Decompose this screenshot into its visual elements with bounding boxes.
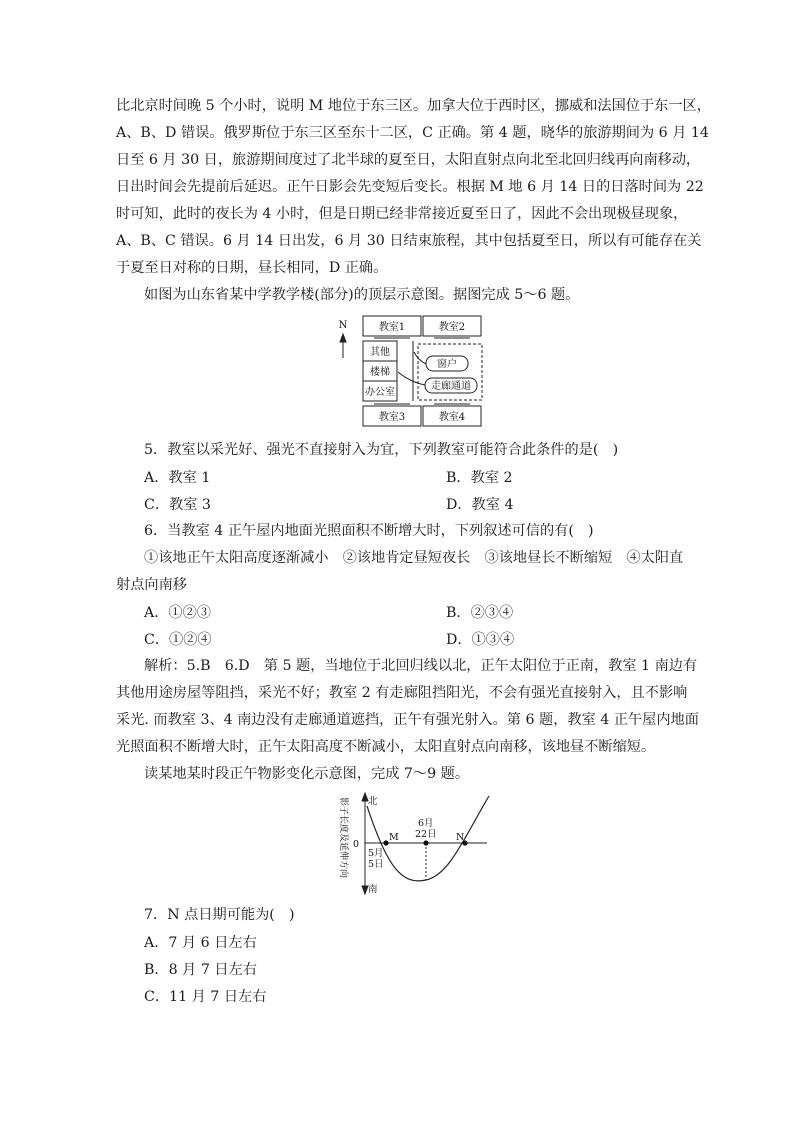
text-line: 比北京时间晚 5 个小时，说明 M 地位于东三区。加拿大位于西时区，挪威和法国位于东一区， — [116, 98, 711, 114]
text-line: 时可知，此时的夜长为 4 小时，但是日期已经非常接近夏至日了，因此不会出现极昼现象， — [116, 206, 688, 222]
room-label: 办公室 — [365, 387, 395, 398]
shadow-chart-figure — [333, 790, 491, 896]
room-label: 教室2 — [438, 322, 466, 333]
q7-stem: 7．N 点日期可能为( ) — [144, 907, 295, 923]
analysis-line: 采光. 而教室 3、4 南边没有走廊通道遮挡，正午有强光射入。第 6 题，教室 4 正午屋内地面 — [116, 712, 699, 728]
analysis-line: 解析：5.B 6.D 第 5 题，当地位于北回归线以北，正午太阳位于正南，教室 1 南边有 — [144, 658, 698, 674]
point-mid — [423, 840, 428, 845]
zero-label: 0 — [353, 839, 360, 850]
y-axis-label: 影子长度及延伸方向 — [338, 797, 348, 879]
q6-option-c: C．①②④ — [144, 632, 212, 648]
point-m-label: M — [389, 832, 399, 843]
q7-option-c: C．11 月 7 日左右 — [144, 989, 267, 1005]
window-label: 窗户 — [437, 359, 457, 370]
q5-option-d: D．教室 4 — [446, 497, 514, 513]
q6-statements: ①该地正午太阳高度逐渐减小 ②该地肯定昼短夜长 ③该地昼长不断缩短 ④太阳直 — [144, 550, 684, 566]
point-n-label: N — [456, 832, 465, 843]
q7-option-a: A．7 月 6 日左右 — [144, 935, 257, 951]
start-month-label: 5月 — [368, 848, 384, 859]
room-label: 教室4 — [438, 412, 466, 423]
room-label: 其他 — [370, 347, 390, 358]
y-top-label: 北 — [368, 796, 378, 807]
corridor-label: 走廊通道 — [431, 381, 471, 392]
text-line: 于夏至日对称的日期，昼长相同，D 正确。 — [116, 260, 388, 276]
floorplan-figure — [334, 312, 486, 430]
q6-stem: 6．当教室 4 正午屋内地面光照面积不断增大时，下列叙述可信的有( ) — [144, 523, 594, 539]
text-line: A、B、D 错误。俄罗斯位于东三区至东十二区，C 正确。第 4 题，晓华的旅游期间为 6 月 14 — [116, 125, 709, 141]
room-label: 教室1 — [378, 322, 406, 333]
q5-option-c: C．教室 3 — [144, 497, 211, 513]
analysis-line: 其他用途房屋等阻挡，采光不好；教室 2 有走廊阻挡阳光，不会有强光直接射入，且不影响 — [116, 685, 688, 701]
intro-5-6: 如图为山东省某中学教学楼(部分)的顶层示意图。据图完成 5～6 题。 — [144, 287, 580, 303]
mid-month-label: 6月 — [418, 818, 434, 829]
text-line: 日至 6 月 30 日，旅游期间度过了北半球的夏至日，太阳直射点向北至北回归线再向南移动， — [116, 152, 701, 168]
q5-option-a: A．教室 1 — [144, 470, 211, 486]
point-start — [383, 840, 388, 845]
mid-day-label: 22日 — [415, 829, 437, 840]
y-bottom-label: 南 — [368, 884, 378, 895]
text-line: 日出时间会先提前后延迟。正午日影会先变短后变长。根据 M 地 6 月 14 日的日落时间为 22 — [116, 179, 704, 195]
q6-statements-cont: 射点向南移 — [116, 577, 187, 593]
text-line: A、B、C 错误。6 月 14 日出发，6 月 30 日结束旅程，其中包括夏至日，所以有可能存在关 — [116, 233, 702, 249]
intro-7-9: 读某地某时段正午物影变化示意图，完成 7～9 题。 — [144, 766, 470, 782]
q6-option-a: A．①②③ — [144, 605, 211, 621]
q7-option-b: B．8 月 7 日左右 — [144, 962, 257, 978]
room-label: 楼梯 — [370, 367, 390, 378]
q6-option-b: B．②③④ — [446, 605, 514, 621]
room-label: 教室3 — [378, 412, 406, 423]
analysis-line: 光照面积不断增大时，正午太阳高度不断减小，太阳直射点向南移，该地昼不断缩短。 — [116, 739, 656, 755]
start-day-label: 5日 — [368, 859, 384, 870]
q5-option-b: B．教室 2 — [446, 470, 513, 486]
north-label: N — [338, 320, 348, 331]
q5-stem: 5．教室以采光好、强光不直接射入为宜，下列教室可能符合此条件的是( ) — [144, 442, 619, 458]
q6-option-d: D．①③④ — [446, 632, 515, 648]
